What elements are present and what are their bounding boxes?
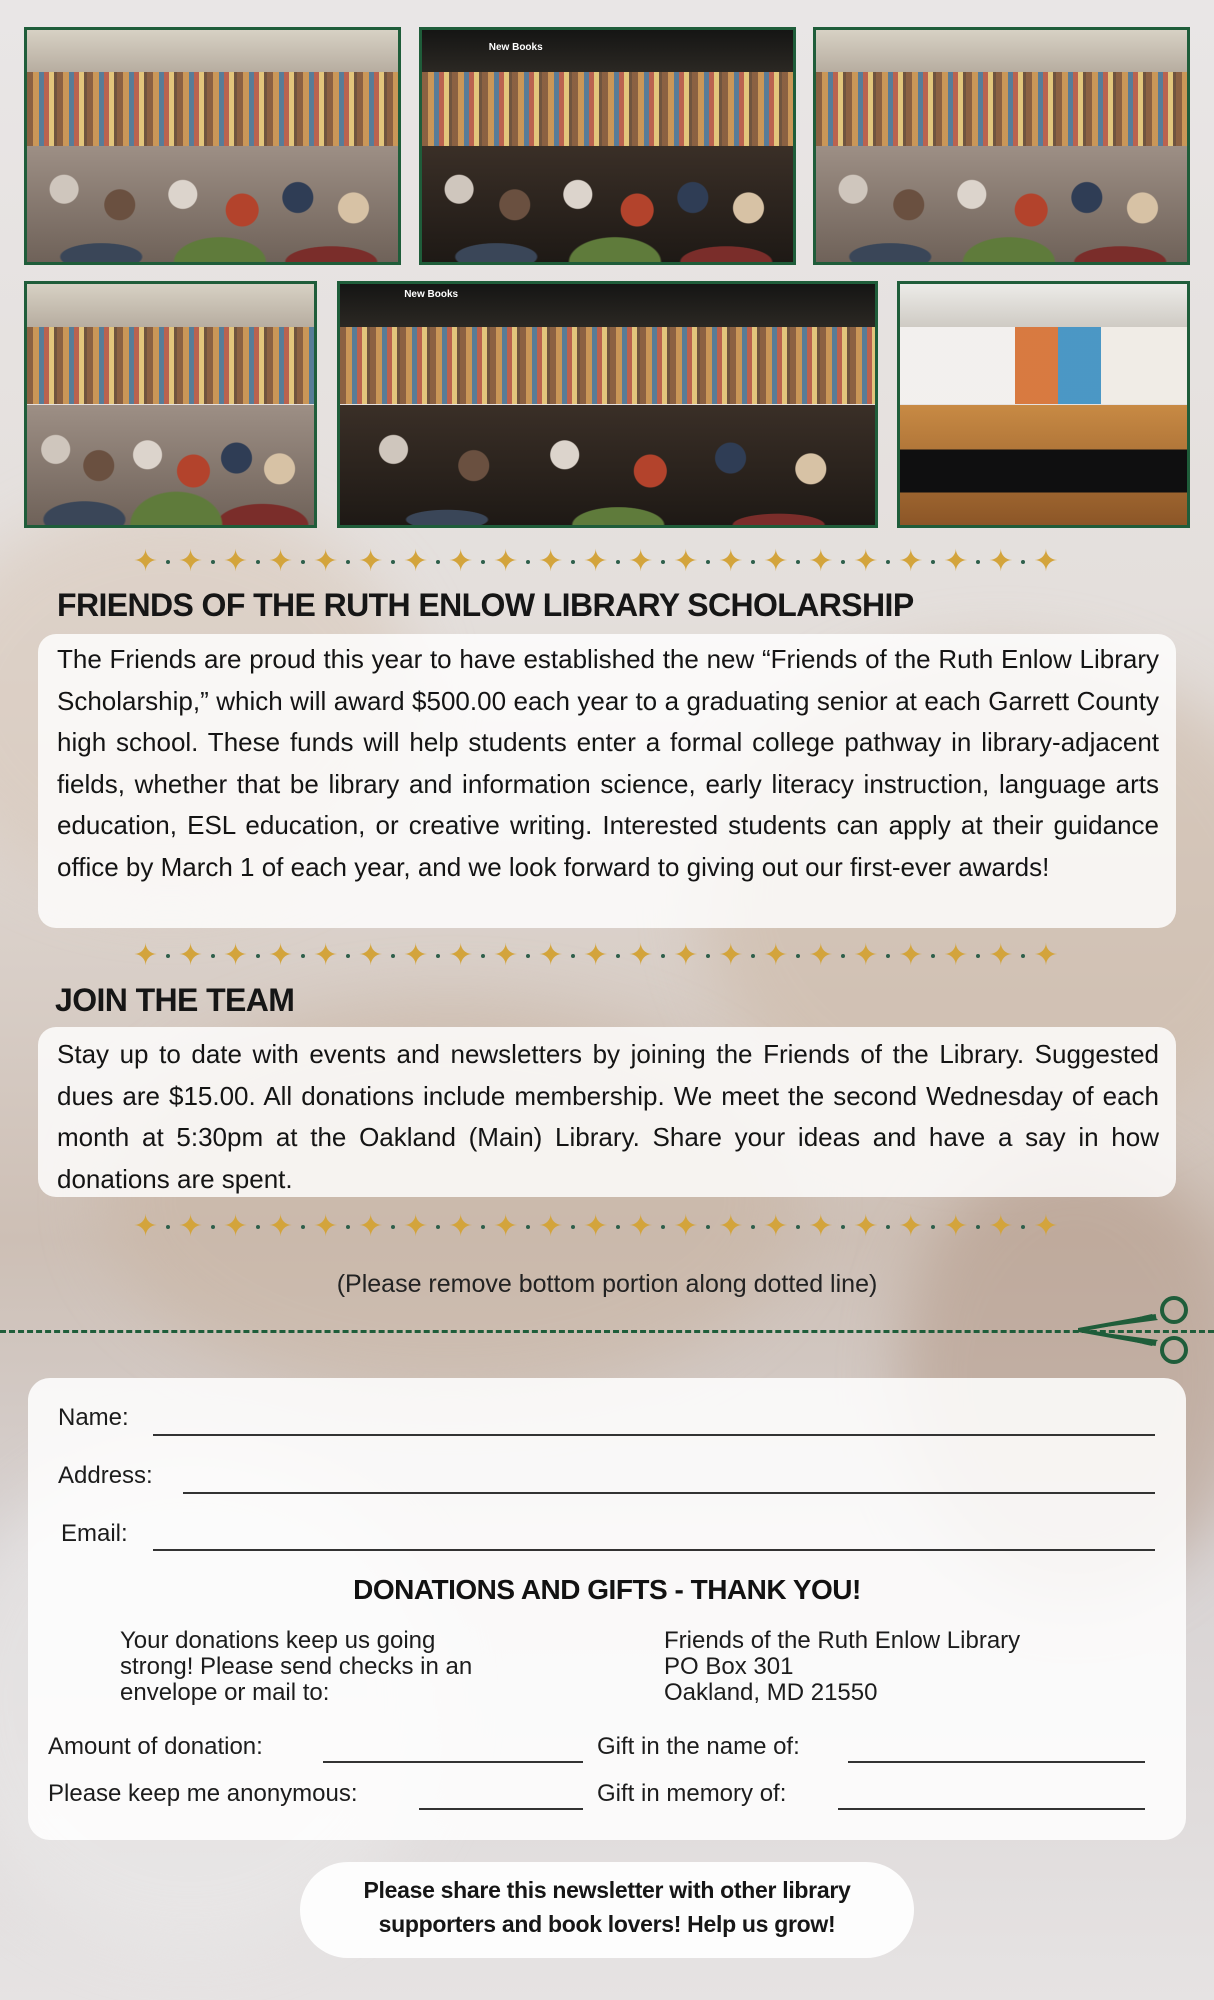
address-label: Address: [58,1462,153,1489]
photo-reading-event [419,27,796,265]
photo-book-sale-table [24,27,401,265]
star-divider: ✦ ✦ ✦ ✦ ✦ ✦ ✦ ✦ ✦ ✦ ✦ ✦ ✦ ✦ ✦ ✦ ✦ ✦ ✦ ✦ ✦ [133,544,1059,579]
photo-sign-label: New Books [404,288,459,300]
gift-memory-label: Gift in memory of: [597,1780,787,1807]
amount-field[interactable] [323,1761,583,1763]
anonymous-label: Please keep me anonymous: [48,1780,358,1807]
dotted-cut-line [0,1330,1214,1333]
photo-sign-label: New Books [488,41,543,53]
scholarship-body: The Friends are proud this year to have established the new “Friends of the Ruth Enlow Library Scholarship,” which will award $500.00 each year to a graduating senior at each Garrett County high school. These funds will help students enter a formal college pathway in library-adjacent fields, whether that be library and information science, early literacy instruction, language arts education, ESL education, or creative writing. Interested students can apply at their guidance office by March 1 of each year, and we look forward to giving out our first-ever awards! [57,644,1159,882]
photo-performance-dark [337,281,878,528]
gift-name-label: Gift in the name of: [597,1733,800,1760]
anonymous-field[interactable] [419,1808,583,1810]
donation-instructions: Your donations keep us going strong! Please send checks in an envelope or mail to: [120,1627,473,1706]
donation-form [28,1378,1186,1840]
email-field[interactable] [153,1549,1155,1551]
photo-audience-right [813,27,1190,265]
gift-name-field[interactable] [848,1761,1145,1763]
scissors-icon [1078,1296,1194,1364]
amount-label: Amount of donation: [48,1733,263,1760]
join-heading: JOIN THE TEAM [55,982,295,1018]
star-divider: ✦ ✦ ✦ ✦ ✦ ✦ ✦ ✦ ✦ ✦ ✦ ✦ ✦ ✦ ✦ ✦ ✦ ✦ ✦ ✦ ✦ [133,938,1059,973]
cut-instruction: (Please remove bottom portion along dotted line) [336,1270,878,1298]
donations-heading: DONATIONS AND GIFTS - THANK YOU! [353,1574,861,1605]
join-body: Stay up to date with events and newsletters by joining the Friends of the Library. Suggested dues are $15.00. All donations include membership. We meet the second Wednesday of each month at 5:30pm at the Oakland (Main) Library. Share your ideas and have a say in how donations are spent. [57,1039,1159,1194]
scholarship-heading: FRIENDS OF THE RUTH ENLOW LIBRARY SCHOLARSHIP [57,587,914,623]
email-label: Email: [61,1520,128,1547]
photo-circulation-desk [897,281,1190,528]
gift-memory-field[interactable] [838,1808,1145,1810]
name-label: Name: [58,1404,129,1431]
footer-message: Please share this newsletter with other library supporters and book lovers! Help us grow! [363,1877,851,1937]
star-divider: ✦ ✦ ✦ ✦ ✦ ✦ ✦ ✦ ✦ ✦ ✦ ✦ ✦ ✦ ✦ ✦ ✦ ✦ ✦ ✦ ✦ [133,1209,1059,1244]
photo-audience-small [24,281,317,528]
address-field[interactable] [183,1492,1155,1494]
name-field[interactable] [153,1434,1155,1436]
mailing-address: Friends of the Ruth Enlow Library PO Box 301 Oakland, MD 21550 [664,1627,1021,1706]
